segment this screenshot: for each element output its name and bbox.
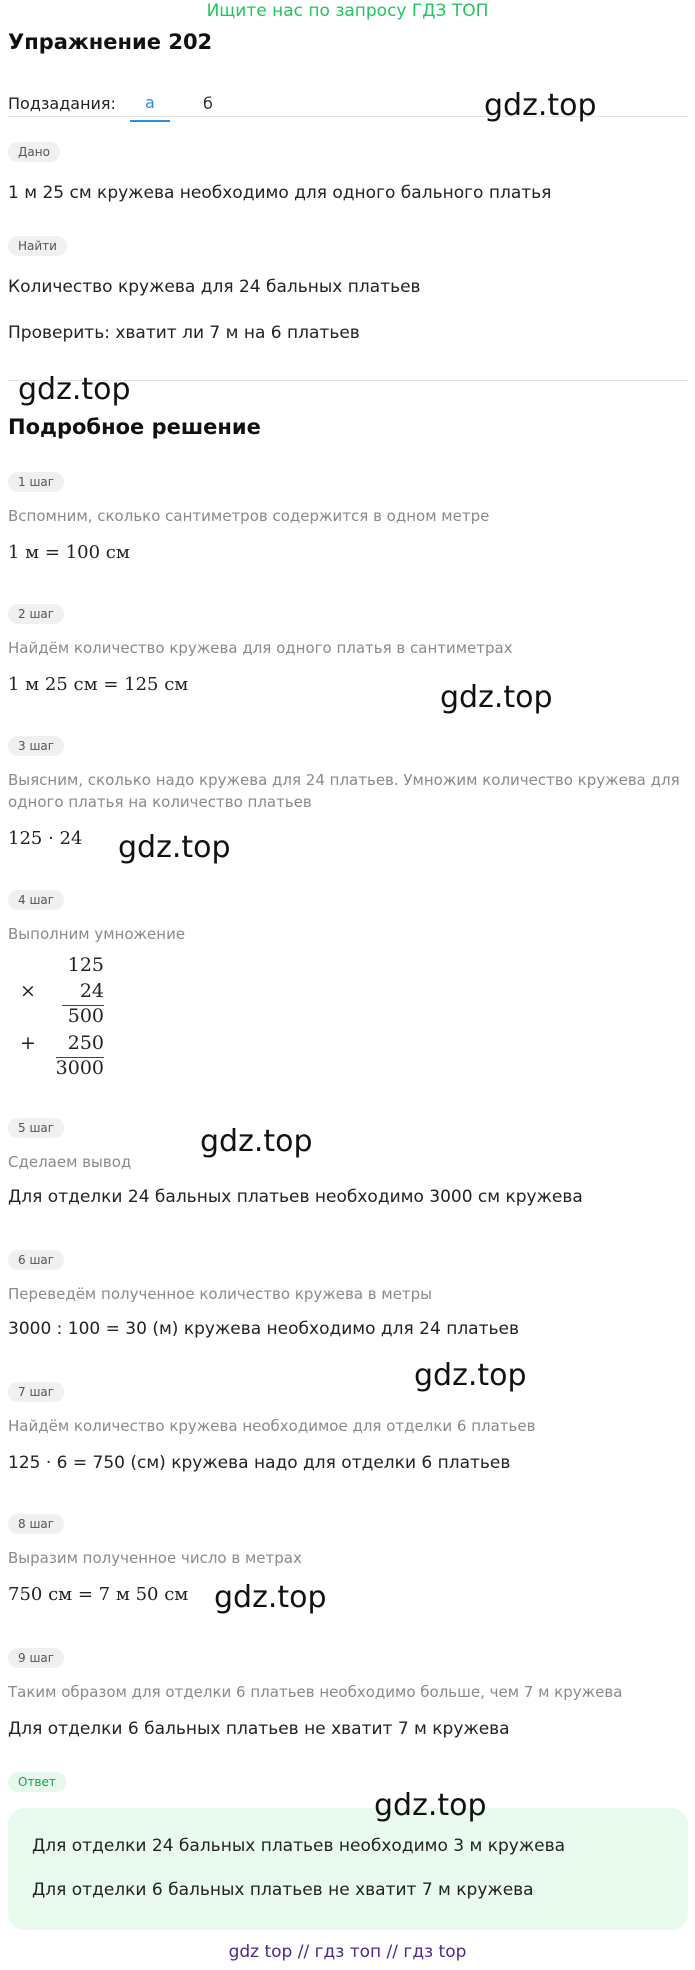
watermark: gdz.top (214, 1580, 327, 1615)
find-text-1: Количество кружева для 24 бальных платьев (8, 277, 421, 297)
step-result: Для отделки 6 бальных платьев не хватит 7 м кружева (8, 1719, 510, 1739)
step-result: 125 · 24 (8, 828, 83, 849)
watermark: gdz.top (118, 830, 231, 865)
watermark: gdz.top (484, 88, 597, 123)
step-desc: Найдём количество кружева необходимое для отделки 6 платьев (8, 1417, 536, 1435)
partial-product-1: 500 (67, 1005, 104, 1027)
footer-links[interactable]: gdz top // гдз топ // гдз top (228, 1942, 467, 1962)
step-result: 750 см = 7 м 50 см (8, 1584, 189, 1605)
step-result: Для отделки 24 бальных платьев необходимо 3000 см кружева (8, 1187, 583, 1207)
step-badge: 6 шаг (8, 1250, 64, 1270)
step-desc: Найдём количество кружева для одного платья в сантиметрах (8, 639, 513, 657)
given-text: 1 м 25 см кружева необходимо для одного бального платья (8, 183, 552, 203)
step-desc: Сделаем вывод (8, 1153, 132, 1171)
find-badge: Найти (8, 236, 67, 256)
find-text-2: Проверить: хватит ли 7 м на 6 платьев (8, 323, 360, 343)
given-badge: Дано (8, 142, 60, 162)
step-badge: 1 шаг (8, 472, 64, 492)
step-result: 1 м 25 см = 125 см (8, 674, 189, 695)
step-badge: 8 шаг (8, 1514, 64, 1534)
step-badge: 5 шаг (8, 1118, 64, 1138)
search-banner[interactable]: Ищите нас по запросу ГДЗ ТОП (206, 1, 489, 21)
tab-subtask-b[interactable]: б (203, 94, 213, 113)
step-desc: одного платья на количество платьев (8, 793, 312, 811)
step-desc: Вспомним, сколько сантиметров содержится в одном метре (8, 507, 490, 525)
answer-line: Для отделки 24 бальных платьев необходимо 3 м кружева (32, 1836, 566, 1856)
watermark: gdz.top (374, 1788, 487, 1823)
watermark: gdz.top (414, 1358, 527, 1393)
partial-product-2: 250 (67, 1032, 104, 1054)
step-desc: Переведём полученное количество кружева в метры (8, 1285, 433, 1303)
step-desc: Выразим полученное число в метрах (8, 1549, 302, 1567)
answer-badge: Ответ (8, 1772, 66, 1792)
answer-box (8, 1808, 688, 1930)
multiply-sign: × (20, 980, 36, 1002)
step-result: 125 · 6 = 750 (см) кружева надо для отделки 6 платьев (8, 1453, 511, 1473)
multiplier: 24 (79, 980, 104, 1002)
tab-subtask-a[interactable]: а (130, 93, 170, 122)
step-desc: Выполним умножение (8, 925, 186, 943)
plus-sign: + (20, 1032, 36, 1054)
step-badge: 9 шаг (8, 1648, 64, 1668)
step-result: 1 м = 100 см (8, 542, 130, 563)
solution-title: Подробное решение (8, 415, 261, 439)
page-title: Упражнение 202 (8, 30, 213, 54)
column-multiplication (8, 950, 104, 1080)
answer-line: Для отделки 6 бальных платьев не хватит 7 м кружева (32, 1880, 534, 1900)
step-badge: 4 шаг (8, 890, 64, 910)
watermark: gdz.top (440, 680, 553, 715)
step-desc: Таким образом для отделки 6 платьев необходимо больше, чем 7 м кружева (8, 1683, 623, 1701)
subtasks-label: Подзадания: (8, 94, 116, 113)
step-desc: Выясним, сколько надо кружева для 24 платьев. Умножим количество кружева для (8, 771, 680, 789)
watermark: gdz.top (18, 372, 131, 407)
step-badge: 2 шаг (8, 604, 64, 624)
step-badge: 3 шаг (8, 736, 64, 756)
step-badge: 7 шаг (8, 1382, 64, 1402)
watermark: gdz.top (200, 1124, 313, 1159)
product-total: 3000 (55, 1057, 104, 1079)
step-result: 3000 : 100 = 30 (м) кружева необходимо для 24 платьев (8, 1319, 519, 1339)
multiplicand: 125 (67, 954, 104, 976)
